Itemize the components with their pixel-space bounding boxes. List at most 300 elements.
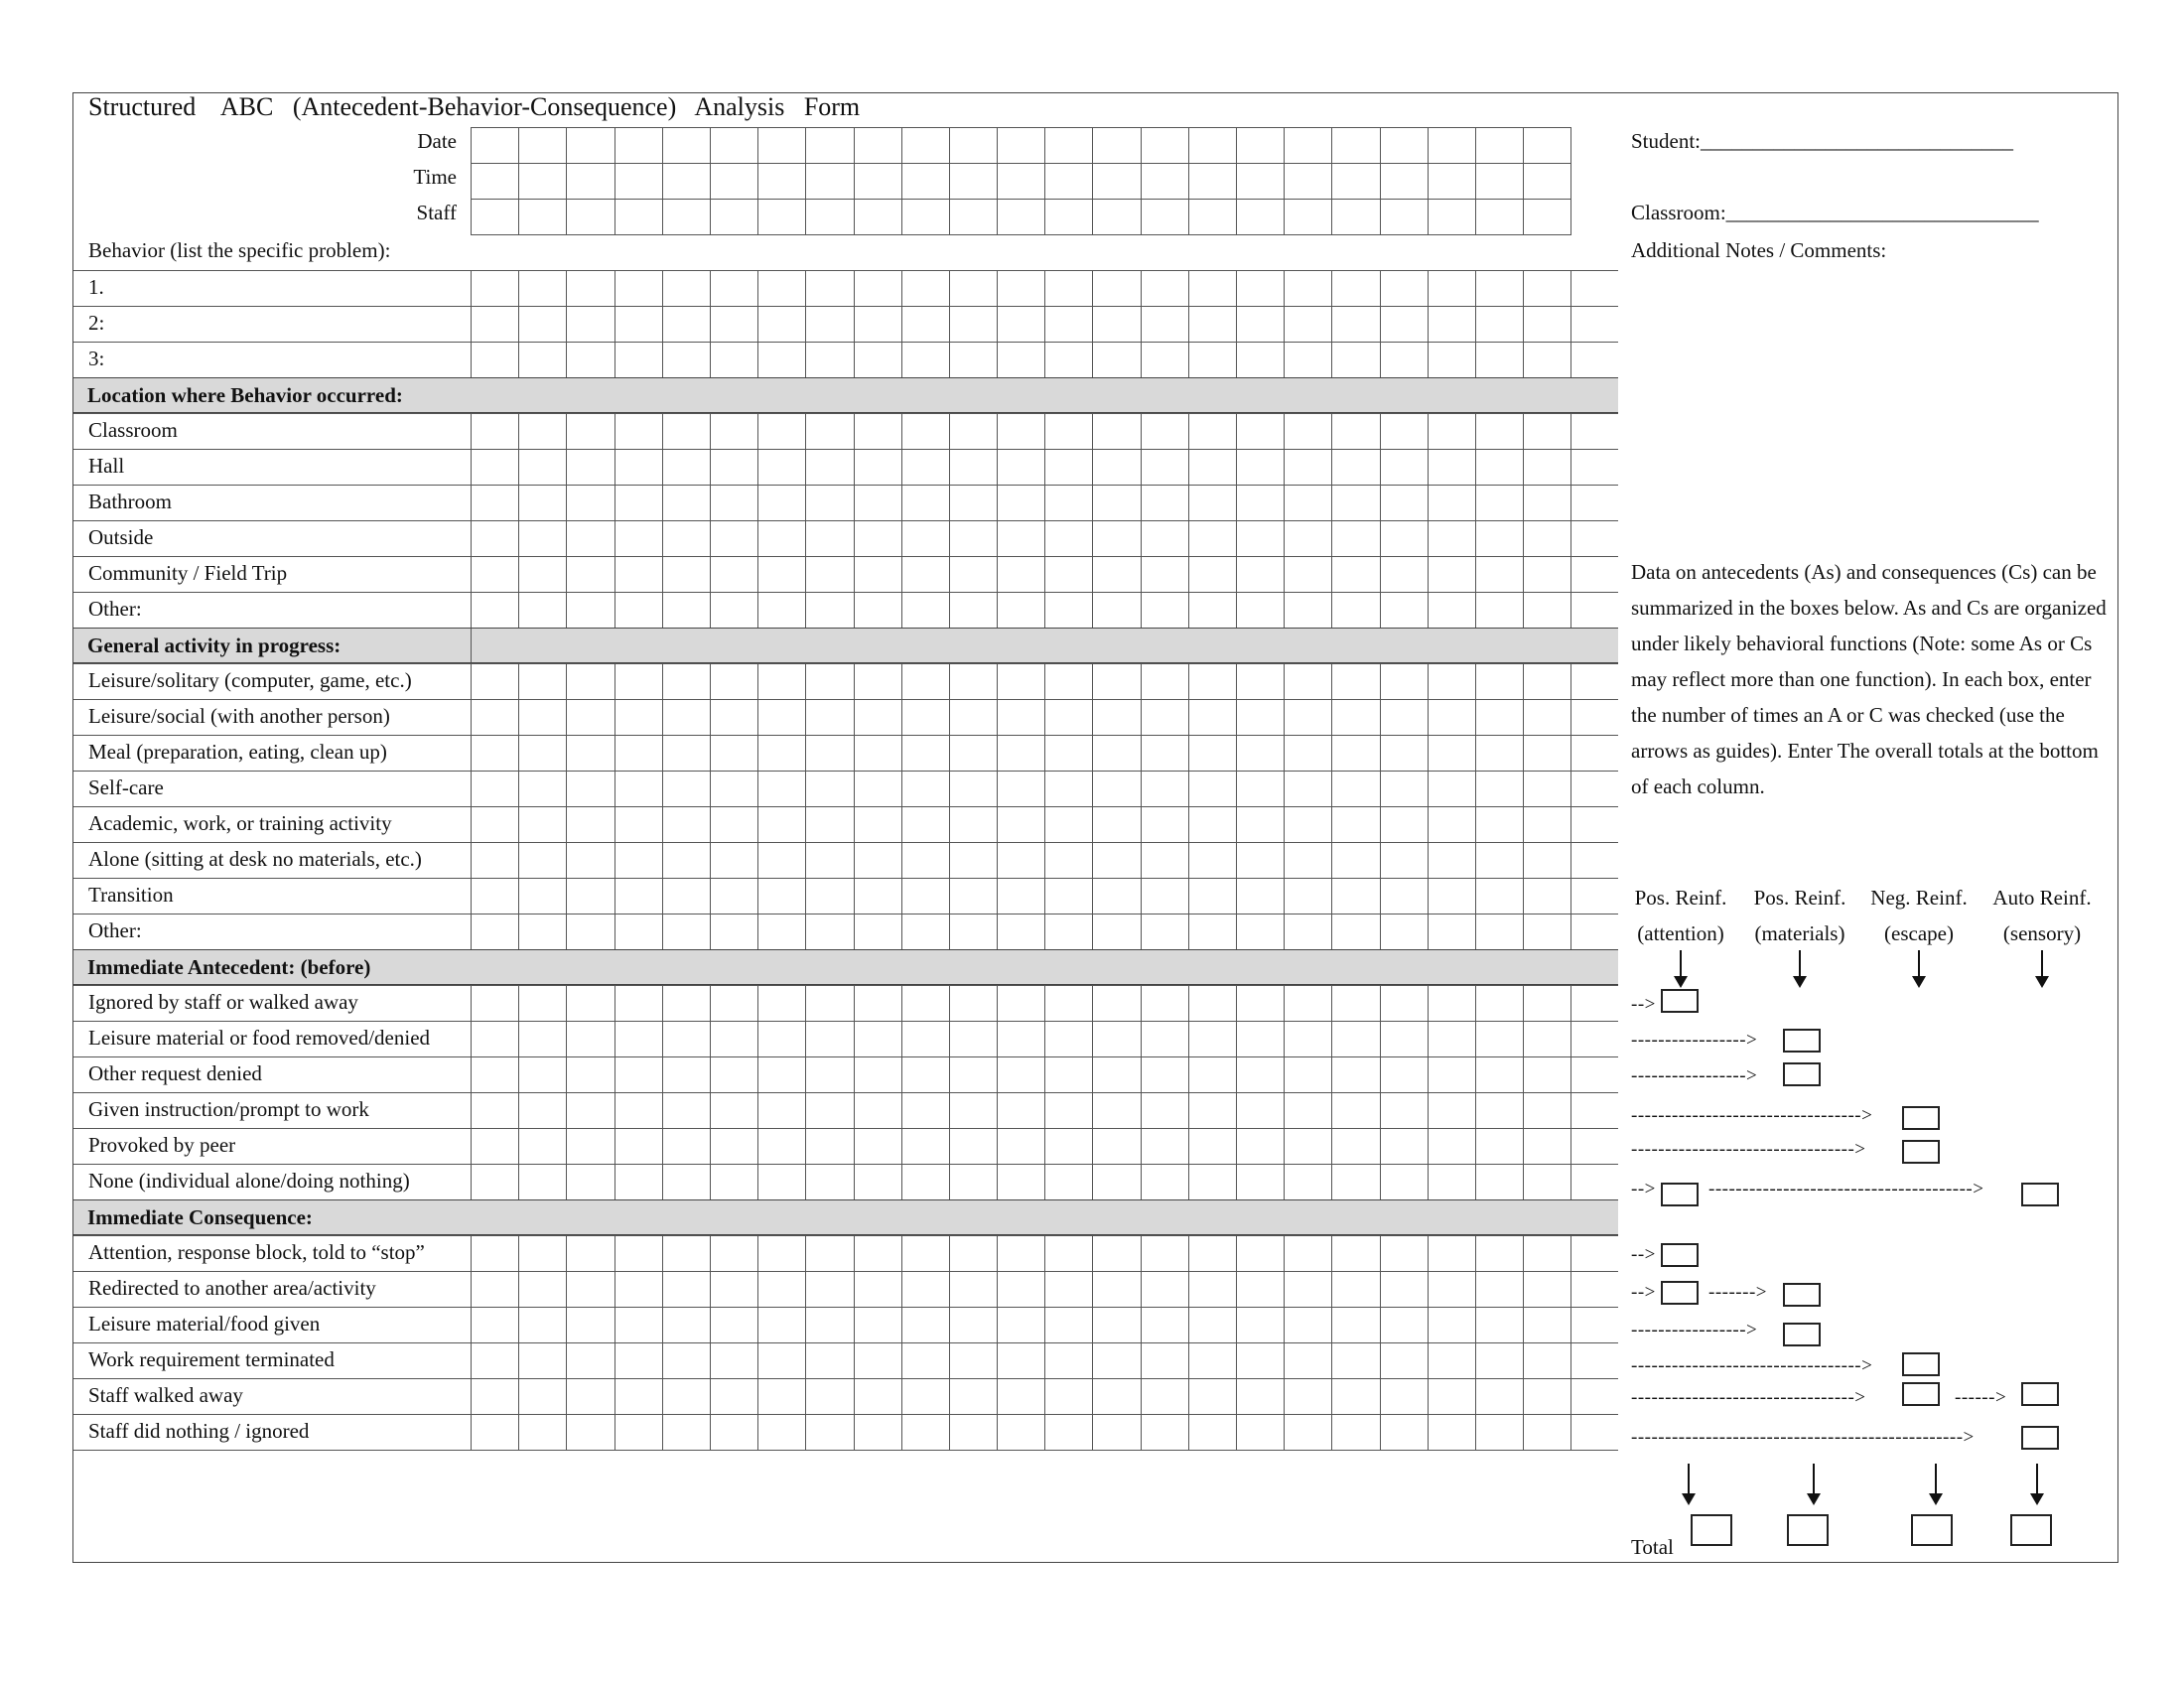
- tally-cell[interactable]: [710, 736, 757, 772]
- tally-cell[interactable]: [758, 843, 806, 879]
- row-grid[interactable]: [471, 1414, 1571, 1451]
- tally-cell[interactable]: [854, 1415, 901, 1451]
- tally-cell[interactable]: [1285, 271, 1332, 307]
- tally-cell[interactable]: [567, 1308, 614, 1343]
- tally-cell[interactable]: [949, 164, 997, 200]
- tally-cell[interactable]: [519, 307, 567, 343]
- tally-cell[interactable]: [998, 307, 1045, 343]
- tally-cell[interactable]: [806, 1308, 854, 1343]
- tally-cell[interactable]: [1475, 450, 1523, 486]
- row-grid[interactable]: [471, 1307, 1571, 1343]
- tally-box[interactable]: [1902, 1140, 1940, 1164]
- tally-cell[interactable]: [614, 879, 662, 914]
- tally-box[interactable]: [1783, 1062, 1821, 1086]
- tally-cell[interactable]: [1475, 307, 1523, 343]
- tally-cell[interactable]: [1188, 1057, 1236, 1093]
- row-grid[interactable]: [471, 878, 1571, 914]
- tally-cell[interactable]: [519, 450, 567, 486]
- tally-cell[interactable]: [710, 343, 757, 378]
- tally-cell[interactable]: [1380, 1093, 1428, 1129]
- tally-cell[interactable]: [758, 664, 806, 700]
- tally-cell[interactable]: [758, 271, 806, 307]
- tally-cell[interactable]: [567, 1415, 614, 1451]
- tally-cell[interactable]: [998, 450, 1045, 486]
- tally-cell[interactable]: [1524, 1272, 1571, 1308]
- tally-cell[interactable]: [472, 521, 519, 557]
- tally-cell[interactable]: [1045, 1057, 1093, 1093]
- tally-cell[interactable]: [1428, 486, 1475, 521]
- tally-cell[interactable]: [1045, 486, 1093, 521]
- tally-cell[interactable]: [1380, 521, 1428, 557]
- tally-cell[interactable]: [901, 1308, 949, 1343]
- tally-cell[interactable]: [1093, 1093, 1141, 1129]
- tally-cell[interactable]: [1475, 164, 1523, 200]
- tally-cell[interactable]: [1380, 343, 1428, 378]
- tally-cell[interactable]: [854, 1343, 901, 1379]
- tally-cell[interactable]: [1332, 1022, 1380, 1057]
- tally-cell[interactable]: [1188, 307, 1236, 343]
- tally-cell[interactable]: [519, 1165, 567, 1200]
- tally-cell[interactable]: [472, 307, 519, 343]
- tally-cell[interactable]: [614, 593, 662, 629]
- tally-cell[interactable]: [998, 200, 1045, 235]
- tally-cell[interactable]: [998, 1379, 1045, 1415]
- tally-cell[interactable]: [1237, 1057, 1285, 1093]
- tally-cell[interactable]: [614, 450, 662, 486]
- tally-cell[interactable]: [1093, 450, 1141, 486]
- tally-cell[interactable]: [662, 521, 710, 557]
- tally-cell[interactable]: [519, 343, 567, 378]
- tally-cell[interactable]: [1188, 1236, 1236, 1272]
- tally-cell[interactable]: [1524, 986, 1571, 1022]
- tally-cell[interactable]: [1045, 736, 1093, 772]
- tally-cell[interactable]: [710, 593, 757, 629]
- tally-cell[interactable]: [1093, 557, 1141, 593]
- tally-cell[interactable]: [901, 557, 949, 593]
- tally-cell[interactable]: [1380, 1022, 1428, 1057]
- tally-box[interactable]: [1661, 989, 1699, 1013]
- tally-cell[interactable]: [472, 164, 519, 200]
- tally-cell[interactable]: [949, 593, 997, 629]
- tally-cell[interactable]: [1188, 1165, 1236, 1200]
- tally-cell[interactable]: [567, 486, 614, 521]
- tally-cell[interactable]: [1380, 1343, 1428, 1379]
- tally-cell[interactable]: [1524, 271, 1571, 307]
- tally-cell[interactable]: [1045, 271, 1093, 307]
- tally-cell[interactable]: [854, 772, 901, 807]
- tally-cell[interactable]: [1475, 914, 1523, 950]
- tally-cell[interactable]: [1285, 1308, 1332, 1343]
- tally-cell[interactable]: [662, 1308, 710, 1343]
- tally-cell[interactable]: [1045, 664, 1093, 700]
- tally-cell[interactable]: [758, 593, 806, 629]
- tally-cell[interactable]: [662, 879, 710, 914]
- tally-cell[interactable]: [758, 1343, 806, 1379]
- tally-cell[interactable]: [1475, 1057, 1523, 1093]
- tally-cell[interactable]: [854, 557, 901, 593]
- tally-cell[interactable]: [472, 271, 519, 307]
- tally-cell[interactable]: [1141, 1165, 1188, 1200]
- tally-cell[interactable]: [1475, 1272, 1523, 1308]
- tally-cell[interactable]: [1524, 1236, 1571, 1272]
- tally-cell[interactable]: [1188, 521, 1236, 557]
- tally-cell[interactable]: [1045, 1379, 1093, 1415]
- tally-cell[interactable]: [901, 128, 949, 164]
- tally-cell[interactable]: [806, 414, 854, 450]
- tally-cell[interactable]: [1380, 307, 1428, 343]
- tally-cell[interactable]: [472, 1022, 519, 1057]
- tally-cell[interactable]: [901, 1057, 949, 1093]
- tally-cell[interactable]: [710, 128, 757, 164]
- tally-cell[interactable]: [1093, 1343, 1141, 1379]
- tally-cell[interactable]: [1045, 1022, 1093, 1057]
- student-field[interactable]: Student:______________________________: [1631, 129, 2014, 153]
- tally-cell[interactable]: [1524, 414, 1571, 450]
- tally-cell[interactable]: [949, 1165, 997, 1200]
- tally-cell[interactable]: [1285, 486, 1332, 521]
- tally-box[interactable]: [1661, 1183, 1699, 1206]
- tally-cell[interactable]: [1045, 200, 1093, 235]
- tally-cell[interactable]: [1237, 1308, 1285, 1343]
- tally-cell[interactable]: [567, 1165, 614, 1200]
- tally-cell[interactable]: [472, 343, 519, 378]
- tally-cell[interactable]: [1332, 1379, 1380, 1415]
- tally-cell[interactable]: [1237, 414, 1285, 450]
- row-grid[interactable]: [471, 556, 1571, 593]
- tally-cell[interactable]: [1188, 343, 1236, 378]
- tally-cell[interactable]: [472, 914, 519, 950]
- tally-cell[interactable]: [949, 879, 997, 914]
- tally-cell[interactable]: [1285, 557, 1332, 593]
- tally-cell[interactable]: [614, 1057, 662, 1093]
- tally-cell[interactable]: [1093, 307, 1141, 343]
- tally-cell[interactable]: [1045, 986, 1093, 1022]
- tally-cell[interactable]: [1475, 414, 1523, 450]
- row-grid[interactable]: [471, 842, 1571, 879]
- tally-cell[interactable]: [519, 986, 567, 1022]
- tally-cell[interactable]: [901, 700, 949, 736]
- tally-cell[interactable]: [614, 1415, 662, 1451]
- tally-cell[interactable]: [1475, 1093, 1523, 1129]
- tally-cell[interactable]: [949, 1415, 997, 1451]
- tally-cell[interactable]: [1380, 593, 1428, 629]
- tally-cell[interactable]: [949, 843, 997, 879]
- tally-cell[interactable]: [1093, 593, 1141, 629]
- tally-cell[interactable]: [567, 700, 614, 736]
- tally-cell[interactable]: [472, 1165, 519, 1200]
- tally-cell[interactable]: [1237, 200, 1285, 235]
- tally-cell[interactable]: [1093, 986, 1141, 1022]
- tally-cell[interactable]: [1285, 1022, 1332, 1057]
- tally-box[interactable]: [2021, 1426, 2059, 1450]
- tally-cell[interactable]: [998, 914, 1045, 950]
- tally-cell[interactable]: [1237, 343, 1285, 378]
- row-grid[interactable]: [471, 914, 1571, 950]
- tally-cell[interactable]: [1188, 664, 1236, 700]
- tally-cell[interactable]: [472, 1415, 519, 1451]
- tally-cell[interactable]: [567, 843, 614, 879]
- row-grid[interactable]: [471, 342, 1571, 378]
- tally-cell[interactable]: [1380, 164, 1428, 200]
- row-grid[interactable]: [471, 413, 1571, 450]
- tally-cell[interactable]: [614, 343, 662, 378]
- tally-cell[interactable]: [1141, 700, 1188, 736]
- tally-cell[interactable]: [614, 486, 662, 521]
- tally-cell[interactable]: [806, 700, 854, 736]
- tally-cell[interactable]: [1188, 736, 1236, 772]
- tally-cell[interactable]: [710, 1093, 757, 1129]
- tally-cell[interactable]: [1045, 843, 1093, 879]
- tally-cell[interactable]: [1380, 736, 1428, 772]
- tally-cell[interactable]: [901, 343, 949, 378]
- tally-cell[interactable]: [1141, 414, 1188, 450]
- tally-cell[interactable]: [1285, 1343, 1332, 1379]
- tally-cell[interactable]: [710, 1129, 757, 1165]
- tally-cell[interactable]: [998, 486, 1045, 521]
- tally-cell[interactable]: [949, 414, 997, 450]
- tally-cell[interactable]: [854, 879, 901, 914]
- tally-cell[interactable]: [1524, 772, 1571, 807]
- row-grid[interactable]: [471, 592, 1571, 629]
- tally-cell[interactable]: [1237, 1093, 1285, 1129]
- tally-cell[interactable]: [1524, 343, 1571, 378]
- tally-cell[interactable]: [1332, 1129, 1380, 1165]
- tally-cell[interactable]: [1380, 772, 1428, 807]
- tally-cell[interactable]: [758, 772, 806, 807]
- tally-box[interactable]: [1783, 1029, 1821, 1053]
- tally-cell[interactable]: [1428, 1093, 1475, 1129]
- tally-cell[interactable]: [614, 414, 662, 450]
- tally-cell[interactable]: [1188, 1308, 1236, 1343]
- tally-cell[interactable]: [662, 200, 710, 235]
- tally-cell[interactable]: [1428, 843, 1475, 879]
- tally-cell[interactable]: [806, 1022, 854, 1057]
- tally-cell[interactable]: [1093, 700, 1141, 736]
- tally-cell[interactable]: [1428, 557, 1475, 593]
- total-box-materials[interactable]: [1787, 1514, 1829, 1546]
- tally-cell[interactable]: [1141, 1236, 1188, 1272]
- tally-cell[interactable]: [519, 772, 567, 807]
- tally-cell[interactable]: [519, 414, 567, 450]
- tally-cell[interactable]: [1285, 128, 1332, 164]
- tally-cell[interactable]: [901, 1272, 949, 1308]
- tally-cell[interactable]: [1188, 1129, 1236, 1165]
- tally-cell[interactable]: [614, 1093, 662, 1129]
- tally-cell[interactable]: [710, 879, 757, 914]
- tally-cell[interactable]: [1332, 128, 1380, 164]
- tally-cell[interactable]: [1237, 879, 1285, 914]
- tally-cell[interactable]: [1475, 1165, 1523, 1200]
- tally-cell[interactable]: [519, 879, 567, 914]
- tally-cell[interactable]: [519, 164, 567, 200]
- tally-cell[interactable]: [1332, 1415, 1380, 1451]
- tally-cell[interactable]: [519, 1343, 567, 1379]
- tally-cell[interactable]: [1093, 1165, 1141, 1200]
- tally-cell[interactable]: [1093, 521, 1141, 557]
- tally-cell[interactable]: [1093, 879, 1141, 914]
- tally-cell[interactable]: [901, 1343, 949, 1379]
- tally-cell[interactable]: [472, 414, 519, 450]
- tally-cell[interactable]: [1285, 1415, 1332, 1451]
- tally-cell[interactable]: [806, 807, 854, 843]
- tally-cell[interactable]: [614, 271, 662, 307]
- tally-cell[interactable]: [949, 1379, 997, 1415]
- tally-cell[interactable]: [854, 843, 901, 879]
- tally-cell[interactable]: [1237, 1165, 1285, 1200]
- tally-cell[interactable]: [1141, 164, 1188, 200]
- tally-cell[interactable]: [519, 664, 567, 700]
- tally-cell[interactable]: [1237, 486, 1285, 521]
- tally-cell[interactable]: [854, 1308, 901, 1343]
- tally-cell[interactable]: [854, 807, 901, 843]
- tally-cell[interactable]: [854, 1057, 901, 1093]
- tally-cell[interactable]: [1045, 521, 1093, 557]
- tally-cell[interactable]: [758, 486, 806, 521]
- tally-cell[interactable]: [567, 521, 614, 557]
- tally-cell[interactable]: [662, 986, 710, 1022]
- tally-cell[interactable]: [1237, 914, 1285, 950]
- tally-cell[interactable]: [1428, 593, 1475, 629]
- tally-cell[interactable]: [710, 664, 757, 700]
- tally-cell[interactable]: [710, 486, 757, 521]
- tally-cell[interactable]: [1141, 914, 1188, 950]
- tally-cell[interactable]: [519, 271, 567, 307]
- tally-cell[interactable]: [1285, 1379, 1332, 1415]
- tally-cell[interactable]: [1428, 343, 1475, 378]
- tally-cell[interactable]: [1428, 128, 1475, 164]
- tally-cell[interactable]: [1045, 593, 1093, 629]
- tally-cell[interactable]: [1045, 1272, 1093, 1308]
- tally-cell[interactable]: [567, 164, 614, 200]
- tally-cell[interactable]: [662, 1272, 710, 1308]
- tally-cell[interactable]: [1524, 593, 1571, 629]
- tally-cell[interactable]: [806, 164, 854, 200]
- tally-cell[interactable]: [1237, 164, 1285, 200]
- tally-cell[interactable]: [1141, 521, 1188, 557]
- tally-cell[interactable]: [662, 164, 710, 200]
- tally-cell[interactable]: [662, 414, 710, 450]
- tally-cell[interactable]: [567, 1236, 614, 1272]
- tally-cell[interactable]: [1332, 200, 1380, 235]
- tally-cell[interactable]: [662, 700, 710, 736]
- tally-cell[interactable]: [1141, 843, 1188, 879]
- tally-cell[interactable]: [1045, 164, 1093, 200]
- tally-cell[interactable]: [1045, 807, 1093, 843]
- tally-cell[interactable]: [1285, 772, 1332, 807]
- tally-cell[interactable]: [710, 450, 757, 486]
- tally-cell[interactable]: [567, 986, 614, 1022]
- tally-cell[interactable]: [854, 200, 901, 235]
- tally-cell[interactable]: [1380, 1236, 1428, 1272]
- tally-cell[interactable]: [854, 486, 901, 521]
- tally-cell[interactable]: [854, 307, 901, 343]
- tally-cell[interactable]: [1380, 1308, 1428, 1343]
- tally-cell[interactable]: [901, 1129, 949, 1165]
- tally-cell[interactable]: [949, 521, 997, 557]
- tally-cell[interactable]: [1045, 128, 1093, 164]
- tally-cell[interactable]: [1093, 1057, 1141, 1093]
- tally-cell[interactable]: [1141, 879, 1188, 914]
- tally-cell[interactable]: [1188, 557, 1236, 593]
- tally-cell[interactable]: [1524, 128, 1571, 164]
- tally-cell[interactable]: [1332, 1165, 1380, 1200]
- tally-cell[interactable]: [1332, 1343, 1380, 1379]
- tally-cell[interactable]: [1285, 200, 1332, 235]
- tally-cell[interactable]: [1428, 772, 1475, 807]
- tally-cell[interactable]: [472, 736, 519, 772]
- tally-cell[interactable]: [901, 450, 949, 486]
- tally-cell[interactable]: [1237, 1272, 1285, 1308]
- tally-cell[interactable]: [854, 271, 901, 307]
- tally-cell[interactable]: [1380, 557, 1428, 593]
- tally-cell[interactable]: [710, 772, 757, 807]
- tally-cell[interactable]: [998, 986, 1045, 1022]
- tally-cell[interactable]: [1237, 843, 1285, 879]
- tally-cell[interactable]: [1093, 772, 1141, 807]
- tally-cell[interactable]: [1428, 1236, 1475, 1272]
- tally-cell[interactable]: [1475, 1129, 1523, 1165]
- tally-cell[interactable]: [614, 807, 662, 843]
- tally-cell[interactable]: [1524, 1415, 1571, 1451]
- tally-cell[interactable]: [998, 343, 1045, 378]
- tally-cell[interactable]: [854, 914, 901, 950]
- tally-cell[interactable]: [806, 736, 854, 772]
- tally-cell[interactable]: [1045, 1415, 1093, 1451]
- tally-cell[interactable]: [567, 1379, 614, 1415]
- tally-cell[interactable]: [854, 736, 901, 772]
- tally-cell[interactable]: [1475, 843, 1523, 879]
- tally-cell[interactable]: [758, 164, 806, 200]
- tally-cell[interactable]: [998, 772, 1045, 807]
- tally-cell[interactable]: [998, 557, 1045, 593]
- tally-cell[interactable]: [1141, 772, 1188, 807]
- tally-cell[interactable]: [1332, 343, 1380, 378]
- tally-cell[interactable]: [710, 521, 757, 557]
- tally-cell[interactable]: [1045, 1236, 1093, 1272]
- tally-cell[interactable]: [1380, 486, 1428, 521]
- tally-cell[interactable]: [472, 557, 519, 593]
- tally-cell[interactable]: [662, 1165, 710, 1200]
- tally-cell[interactable]: [758, 1415, 806, 1451]
- tally-cell[interactable]: [519, 1308, 567, 1343]
- tally-cell[interactable]: [1285, 843, 1332, 879]
- tally-cell[interactable]: [1475, 1022, 1523, 1057]
- tally-cell[interactable]: [758, 200, 806, 235]
- tally-cell[interactable]: [949, 1057, 997, 1093]
- tally-cell[interactable]: [1285, 164, 1332, 200]
- tally-cell[interactable]: [519, 593, 567, 629]
- tally-cell[interactable]: [1188, 700, 1236, 736]
- tally-cell[interactable]: [472, 128, 519, 164]
- tally-cell[interactable]: [1524, 1022, 1571, 1057]
- tally-cell[interactable]: [1380, 807, 1428, 843]
- tally-cell[interactable]: [854, 1236, 901, 1272]
- tally-cell[interactable]: [614, 1308, 662, 1343]
- tally-cell[interactable]: [1285, 521, 1332, 557]
- tally-cell[interactable]: [614, 1129, 662, 1165]
- tally-cell[interactable]: [949, 307, 997, 343]
- tally-cell[interactable]: [1141, 1343, 1188, 1379]
- tally-cell[interactable]: [806, 1236, 854, 1272]
- tally-cell[interactable]: [1524, 1093, 1571, 1129]
- tally-cell[interactable]: [806, 307, 854, 343]
- tally-cell[interactable]: [901, 1415, 949, 1451]
- tally-cell[interactable]: [901, 200, 949, 235]
- tally-cell[interactable]: [1428, 450, 1475, 486]
- tally-cell[interactable]: [1332, 772, 1380, 807]
- tally-cell[interactable]: [710, 1022, 757, 1057]
- tally-cell[interactable]: [901, 486, 949, 521]
